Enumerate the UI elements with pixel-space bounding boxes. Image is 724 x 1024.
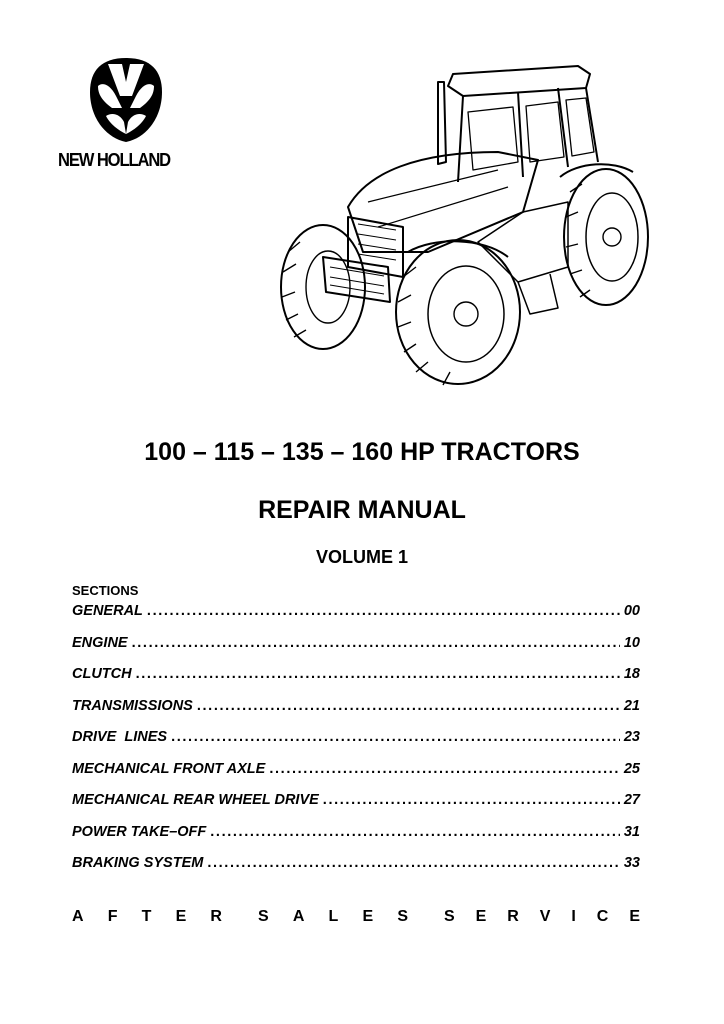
toc-entry-label: MECHANICAL REAR WHEEL DRIVE: [72, 792, 319, 808]
dot-leader: [197, 698, 620, 714]
manual-title: REPAIR MANUAL: [258, 496, 466, 524]
footer-letter: A: [292, 908, 305, 925]
dot-leader: [323, 792, 620, 808]
tractor-illustration: [268, 52, 653, 397]
footer-letter: A: [72, 908, 84, 925]
dot-leader: [136, 666, 620, 682]
toc-entry-label: DRIVE LINES: [72, 729, 168, 745]
footer-letter: R: [210, 908, 222, 925]
toc-entry-number: 27: [623, 792, 640, 808]
footer-letter: E: [362, 908, 374, 925]
toc-entry-clutch: [72, 666, 640, 698]
dot-leader: [132, 635, 620, 651]
toc-entry-mechanical-front-axle: [72, 761, 640, 793]
footer-word-service: [444, 908, 640, 926]
toc-entry-general: [72, 603, 640, 635]
footer-letter: S: [444, 908, 455, 925]
brand-name: NEW HOLLAND: [58, 150, 171, 170]
toc-entry-number: 18: [623, 666, 640, 682]
dot-leader: [207, 855, 620, 871]
toc-entry-label: GENERAL: [72, 603, 143, 619]
footer-letter: I: [571, 908, 576, 925]
toc-entry-number: 00: [623, 603, 640, 619]
toc-entry-engine: [72, 635, 640, 667]
dot-leader: [171, 729, 620, 745]
toc-entry-label: TRANSMISSIONS: [72, 697, 193, 714]
footer-letter: T: [141, 908, 152, 925]
footer-letter: C: [596, 908, 609, 925]
dot-leader: [210, 824, 620, 840]
toc-entry-number: 10: [623, 634, 640, 651]
toc-entry-label: MECHANICAL FRONT AXLE: [72, 760, 266, 777]
toc-entry-power-take-off: [72, 824, 640, 856]
toc-entry-number: 25: [623, 760, 640, 777]
footer-letter: S: [397, 908, 408, 925]
dot-leader: [147, 603, 620, 619]
footer-letter: E: [629, 908, 640, 925]
toc-entry-label: ENGINE: [72, 634, 128, 651]
toc-entry-transmissions: [72, 698, 640, 730]
toc-entry-number: 23: [623, 729, 640, 745]
footer-letter: E: [175, 908, 187, 925]
footer-letter: E: [475, 908, 487, 925]
footer-letter: F: [107, 908, 118, 925]
footer-letter: V: [539, 908, 551, 925]
sections-list: [72, 603, 640, 887]
footer-word-sales: [258, 908, 408, 926]
toc-entry-label: POWER TAKE–OFF: [72, 823, 207, 840]
footer-letter: R: [507, 908, 519, 925]
dot-leader: [269, 761, 620, 777]
footer-letter: S: [258, 908, 269, 925]
toc-entry-drive-lines: [72, 729, 640, 761]
toc-entry-label: BRAKING SYSTEM: [72, 855, 204, 871]
toc-entry-number: 21: [623, 697, 640, 714]
sections-label: SECTIONS: [72, 583, 139, 598]
toc-entry-label: CLUTCH: [72, 666, 132, 682]
toc-entry-number: 33: [623, 855, 640, 871]
tractor-models-title: 100 – 115 – 135 – 160 HP TRACTORS: [144, 438, 580, 466]
footer-letter: L: [328, 908, 339, 925]
toc-entry-number: 31: [623, 823, 640, 840]
volume-title: VOLUME 1: [315, 547, 408, 567]
after-sales-service-footer: [72, 908, 640, 926]
footer-word-after: [72, 908, 222, 926]
toc-entry-braking-system: [72, 855, 640, 887]
toc-entry-mechanical-rear-wheel-drive: [72, 792, 640, 824]
new-holland-leaf-icon: [88, 56, 164, 144]
